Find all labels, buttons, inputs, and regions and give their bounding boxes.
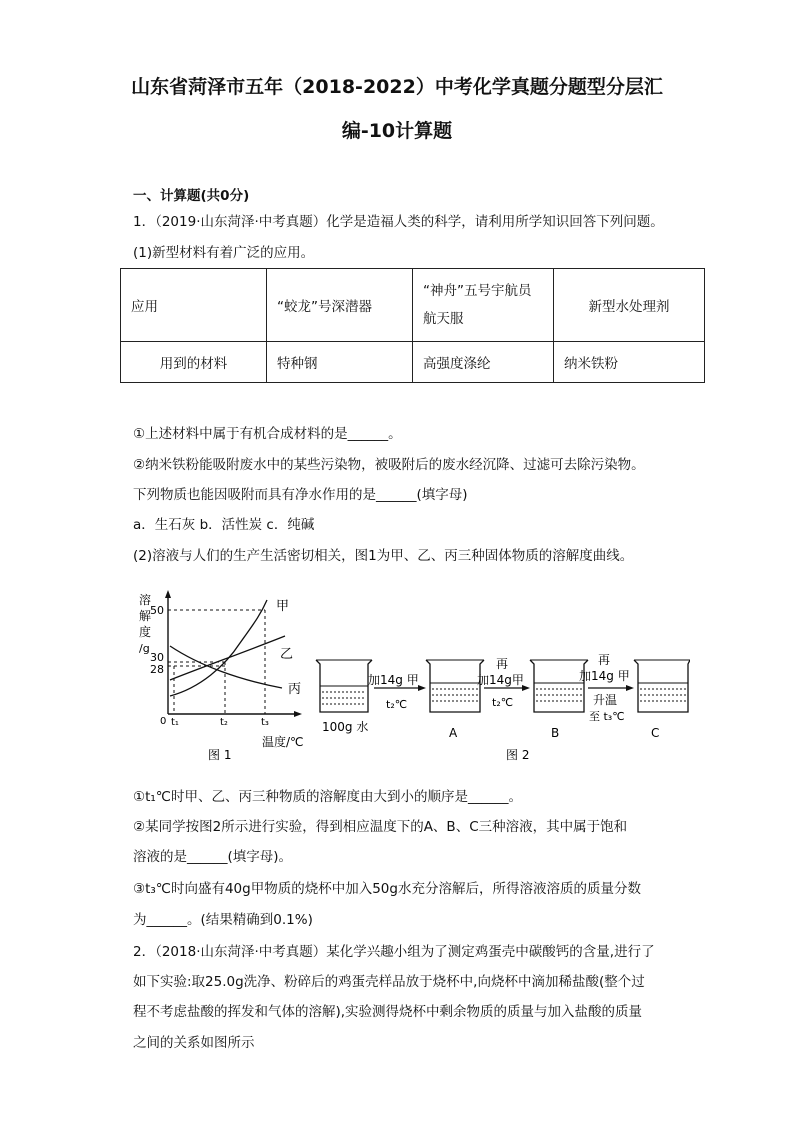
arrow-3-label: 升温 [593,693,618,707]
table-cell: 应用 [121,269,267,342]
arrow-3-label: 加14g 甲 [579,669,630,683]
beaker-c [634,660,690,712]
q1-question-c-line1: ③t₃℃时向盛有40g甲物质的烧杯中加入50g水充分溶解后，所得溶液溶质的质量分数 [133,881,641,897]
beaker-water [316,660,372,712]
y-tick-label: 0 [160,716,167,727]
figure2-beakers [316,653,690,762]
q2-line4: 之间的关系如图所示 [133,1035,255,1051]
figure1-caption: 图 1 [208,748,232,762]
beaker-start-label: 100g 水 [322,720,369,734]
table-cell: 用到的材料 [121,342,267,383]
q1-sub2-line2: 下列物质也能因吸附而具有净水作用的是______(填字母) [133,487,468,503]
y-axis-arrow-icon [165,590,171,598]
beaker-b [530,660,588,712]
x-tick-label: t₁ [171,717,179,728]
y-tick-label: 28 [150,663,164,676]
q2-line2: 如下实验:取25.0g洗净、粉碎后的鸡蛋壳样品放于烧杯中,向烧杯中滴加稀盐酸(整个过 [133,974,645,990]
table-row [121,342,705,383]
table-cell: “蛟龙”号深潜器 [267,269,413,342]
y-label-char: 溶 [139,593,152,607]
q1-sub1: ①上述材料中属于有机合成材料的是______。 [133,426,402,442]
q1-part2-intro: (2)溶液与人们的生产生活密切相关，图1为甲、乙、丙三种固体物质的溶解度曲线。 [133,548,634,564]
q1-part1-intro: (1)新型材料有着广泛的应用。 [133,245,315,261]
table-cell: “神舟”五号宇航员航天服 [413,269,554,342]
q2-line1: 2．（2018·山东菏泽·中考真题）某化学兴趣小组为了测定鸡蛋壳中碳酸钙的含量,进行了 [133,944,655,960]
q2-line3: 程不考虑盐酸的挥发和气体的溶解),实验测得烧杯中剩余物质的质量与加入盐酸的质量 [133,1004,643,1020]
document-title-line2: 编-10计算题 [341,120,453,142]
q1-options: a．生石灰 b．活性炭 c．纯碱 [133,517,315,533]
x-tick-label: t₃ [261,717,269,728]
arrow-2-temp: t₂℃ [492,696,514,709]
x-axis-arrow-icon [294,711,302,717]
q1-question-b-line2: 溶液的是______(填字母)。 [133,849,293,865]
beaker-label: C [651,726,660,740]
x-axis-label: 温度/℃ [262,735,304,749]
x-tick-label: t₂ [220,717,228,728]
arrow-3-label: 再 [598,653,611,667]
arrow-3-head-icon [626,685,634,691]
arrow-1-label: 加14g 甲 [368,673,419,687]
arrow-1-head-icon [418,685,426,691]
q1-question-c-line2: 为______。(结果精确到0.1%) [133,912,313,928]
y-tick-label: 30 [150,651,164,664]
solubility-figures [130,588,690,768]
table-cell: 特种钢 [267,342,413,383]
curve-label: 乙 [280,647,294,662]
y-label-char: 解 [139,609,152,623]
beaker-label: B [551,726,560,740]
q1-sub2-line1: ②纳米铁粉能吸附废水中的某些污染物，被吸附后的废水经沉降、过滤可去除污染物。 [133,457,645,473]
section-heading: 一、计算题(共0分) [133,188,250,204]
curve-label: 丙 [288,682,302,697]
document-title-line1: 山东省菏泽市五年（2018-2022）中考化学真题分题型分层汇 [131,76,663,98]
arrow-3-temp: 至 t₃℃ [589,710,625,723]
materials-table [120,268,705,383]
table-cell: 新型水处理剂 [554,269,705,342]
beaker-label: A [449,726,458,740]
q1-question-b-line1: ②某同学按图2所示进行实验，得到相应温度下的A、B、C三种溶液，其中属于饱和 [133,819,628,835]
arrow-1-temp: t₂℃ [386,698,408,711]
y-tick-label: 50 [150,604,164,617]
arrow-2-label: 再 [496,657,509,671]
q1-intro: 1．（2019·山东菏泽·中考真题）化学是造福人类的科学，请利用所学知识回答下列问题。 [133,214,664,230]
table-row [121,269,705,342]
figure1-solubility-chart [139,590,304,762]
y-label-char: /g [139,642,150,655]
table-cell: 高强度涤纶 [413,342,554,383]
y-label-char: 度 [139,625,152,639]
figure2-caption: 图 2 [506,748,530,762]
arrow-2-label: 加14g甲 [477,673,524,687]
curve-label: 甲 [276,599,290,614]
beaker-a [426,660,484,712]
q1-question-a: ①t₁℃时甲、乙、丙三种物质的溶解度由大到小的顺序是______。 [133,789,522,805]
table-cell: 纳米铁粉 [554,342,705,383]
